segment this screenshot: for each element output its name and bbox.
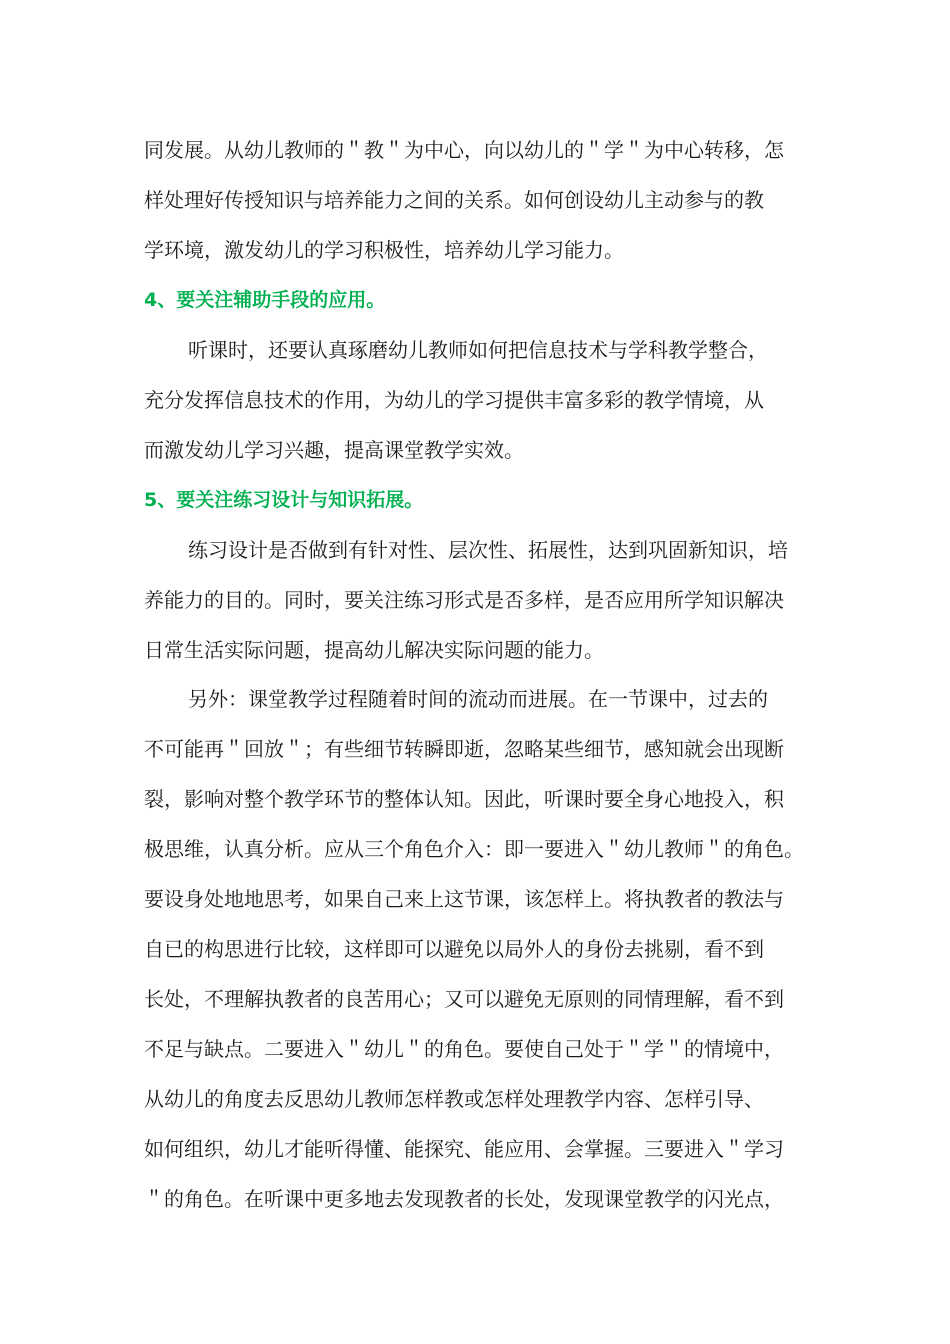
section-heading: 4、要关注辅助手段的应用。: [144, 289, 386, 311]
text-line: 养能力的目的。同时，要关注练习形式是否多样，是否应用所学知识解决: [144, 588, 784, 612]
text-line: 要设身处地地思考，如果自己来上这节课，该怎样上。将执教者的教法与: [144, 887, 784, 911]
text-line: 另外：课堂教学过程随着时间的流动而进展。在一节课中，过去的: [188, 687, 768, 711]
text-line: 练习设计是否做到有针对性、层次性、拓展性，达到巩固新知识，培: [188, 538, 788, 562]
text-line: 而激发幼儿学习兴趣，提高课堂教学实效。: [144, 438, 524, 462]
text-line: 听课时，还要认真琢磨幼儿教师如何把信息技术与学科教学整合，: [188, 338, 768, 362]
text-line: 不可能再＂回放＂；有些细节转瞬即逝，忽略某些细节，感知就会出现断: [144, 737, 784, 761]
text-line: 充分发挥信息技术的作用，为幼儿的学习提供丰富多彩的教学情境，从: [144, 388, 764, 412]
text-line: 从幼儿的角度去反思幼儿教师怎样教或怎样处理教学内容、怎样引导、: [144, 1087, 764, 1111]
text-line: 日常生活实际问题，提高幼儿解决实际问题的能力。: [144, 638, 604, 662]
text-line: 极思维，认真分析。应从三个角色介入：即一要进入＂幼儿教师＂的角色。: [144, 837, 804, 861]
text-line: 样处理好传授知识与培养能力之间的关系。如何创设幼儿主动参与的教: [144, 188, 764, 212]
text-line: ＂的角色。在听课中更多地去发现教者的长处，发现课堂教学的闪光点，: [144, 1187, 784, 1211]
text-line: 如何组织，幼儿才能听得懂、能探究、能应用、会掌握。三要进入＂学习: [144, 1137, 784, 1161]
text-line: 不足与缺点。二要进入＂幼儿＂的角色。要使自己处于＂学＂的情境中，: [144, 1037, 784, 1061]
text-line: 学环境，激发幼儿的学习积极性，培养幼儿学习能力。: [144, 238, 624, 262]
text-line: 长处，不理解执教者的良苦用心；又可以避免无原则的同情理解，看不到: [144, 987, 784, 1011]
text-line: 裂，影响对整个教学环节的整体认知。因此，听课时要全身心地投入，积: [144, 787, 784, 811]
section-heading: 5、要关注练习设计与知识拓展。: [144, 489, 424, 511]
text-line: 自已的构思进行比较，这样即可以避免以局外人的身份去挑剔，看不到: [144, 937, 764, 961]
text-line: 同发展。从幼儿教师的＂教＂为中心，向以幼儿的＂学＂为中心转移，怎: [144, 138, 784, 162]
